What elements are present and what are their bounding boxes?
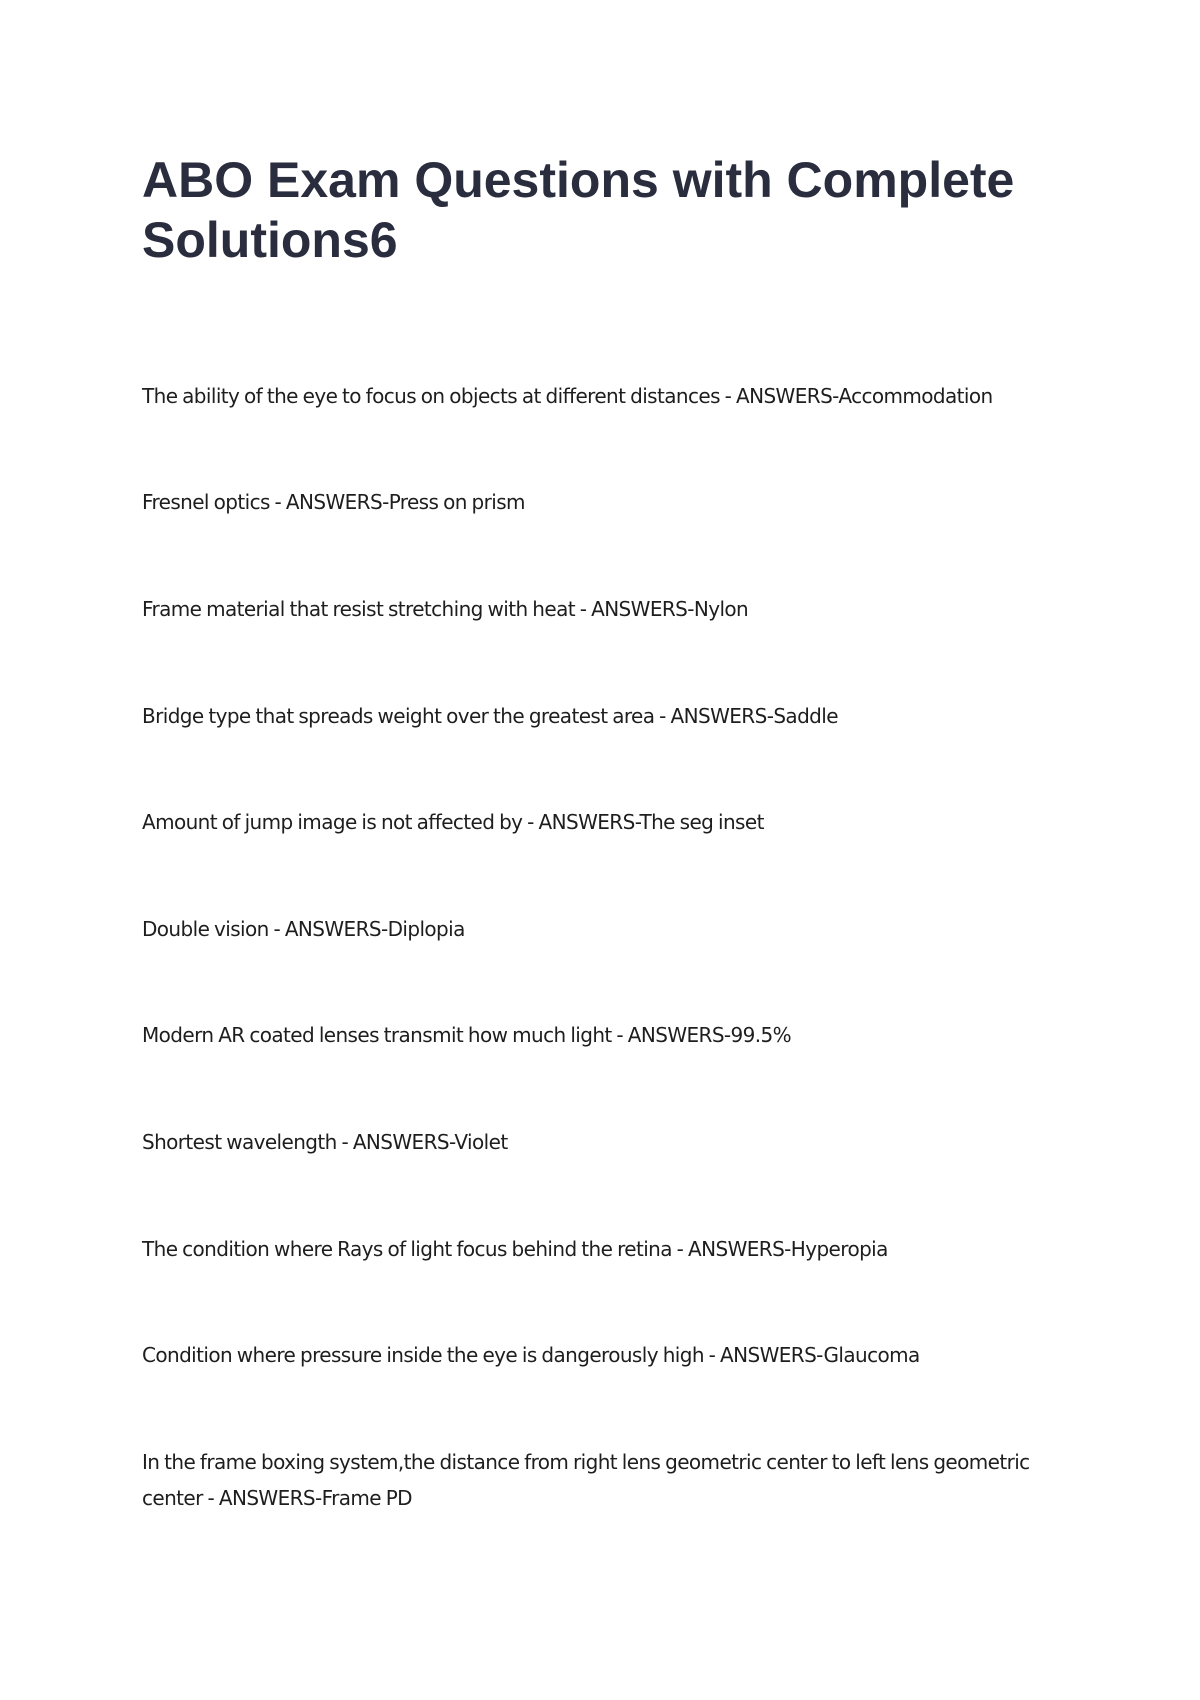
qa-item: Amount of jump image is not affected by - ANSWERS-The seg inset bbox=[142, 810, 764, 834]
qa-item: Condition where pressure inside the eye is dangerously high - ANSWERS-Glaucoma bbox=[142, 1343, 920, 1367]
qa-item: In the frame boxing system,the distance from right lens geometric center to left lens geometric center - ANSWERS-Frame PD bbox=[142, 1450, 1030, 1510]
page-title: ABO Exam Questions with Complete Solutions6 bbox=[142, 152, 1015, 268]
qa-item: The condition where Rays of light focus behind the retina - ANSWERS-Hyperopia bbox=[142, 1237, 888, 1261]
qa-item: Shortest wavelength - ANSWERS-Violet bbox=[142, 1130, 508, 1154]
qa-item: Bridge type that spreads weight over the greatest area - ANSWERS-Saddle bbox=[142, 704, 838, 728]
qa-item: Modern AR coated lenses transmit how much light - ANSWERS-99.5% bbox=[142, 1023, 792, 1047]
qa-item: The ability of the eye to focus on objects at different distances - ANSWERS-Accommodation bbox=[142, 384, 993, 408]
qa-item: Frame material that resist stretching with heat - ANSWERS-Nylon bbox=[142, 597, 749, 621]
qa-item: Fresnel optics - ANSWERS-Press on prism bbox=[142, 490, 525, 514]
qa-item: Double vision - ANSWERS-Diplopia bbox=[142, 917, 465, 941]
